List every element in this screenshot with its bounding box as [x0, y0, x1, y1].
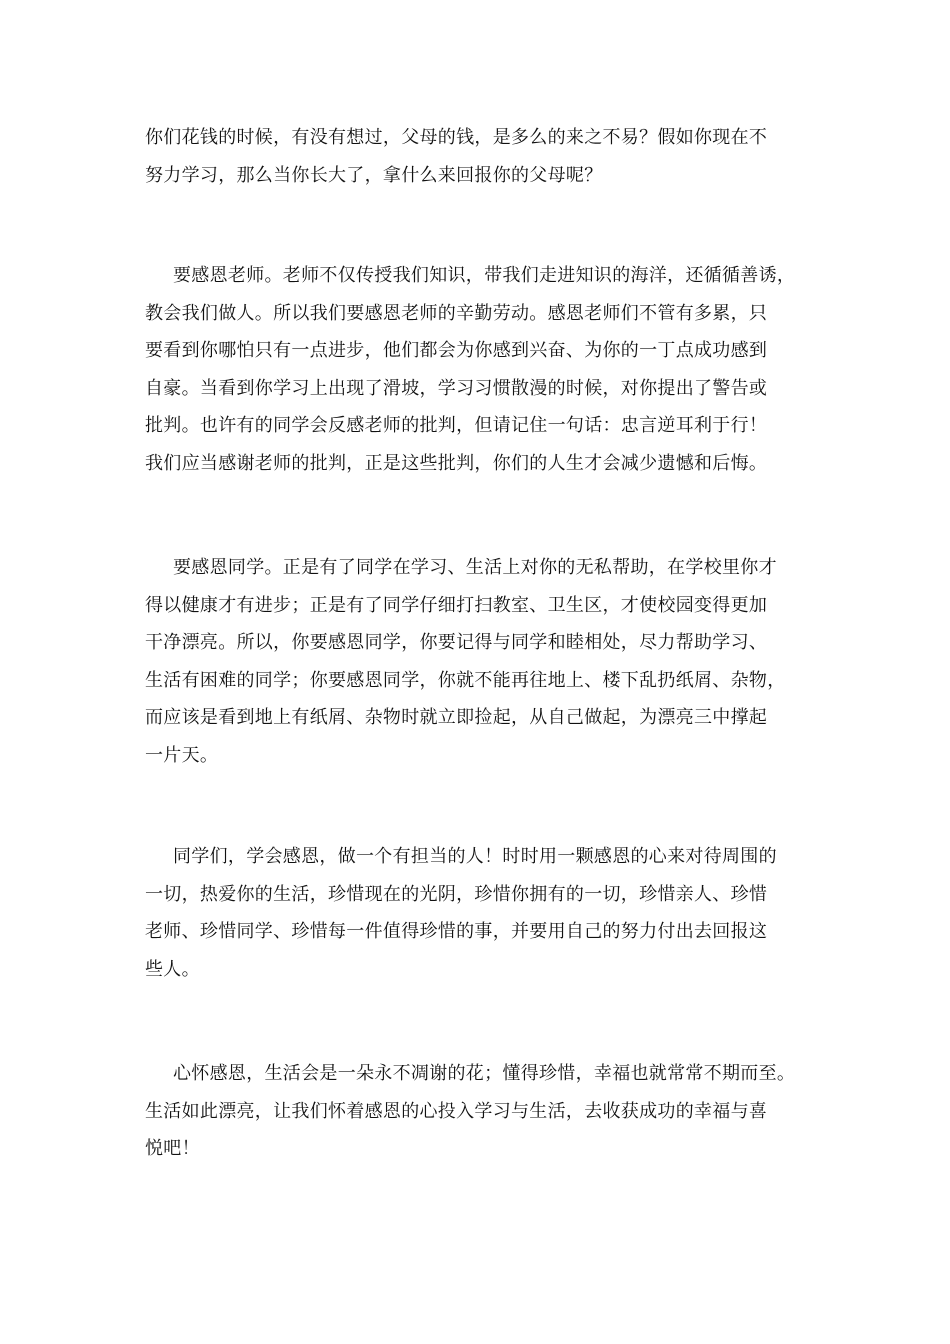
paragraph-parents: [145, 119, 767, 194]
text-line: 自豪。当看到你学习上出现了滑坡，学习习惯散漫的时候，对你提出了警告或: [145, 377, 768, 399]
text-line: 生活有困难的同学；你要感恩同学，你就不能再往地上、楼下乱扔纸屑、杂物，: [145, 669, 786, 691]
text-line: 老师、珍惜同学、珍惜每一件值得珍惜的事，并要用自己的努力付出去回报这: [145, 921, 768, 942]
text-line: 些人。: [145, 958, 200, 980]
text-line: 而应该是看到地上有纸屑、杂物时就立即捡起，从自己做起，为漂亮三中撑起: [145, 707, 768, 728]
text-line: 你们花钱的时候，有没有想过，父母的钱，是多么的来之不易？假如你现在不: [145, 127, 768, 148]
text-line: 一切，热爱你的生活，珍惜现在的光阴，珍惜你拥有的一切，珍惜亲人、珍惜: [145, 883, 768, 905]
text-line: 要感恩老师。老师不仅传授我们知识，带我们走进知识的海洋，还循循善诱，: [173, 265, 796, 286]
text-line: 要感恩同学。正是有了同学在学习、生活上对你的无私帮助，在学校里你才: [173, 557, 777, 578]
text-line: 心怀感恩，生活会是一朵永不凋谢的花；懂得珍惜，幸福也就常常不期而至。: [173, 1063, 796, 1084]
paragraph-thank-classmates: [145, 549, 786, 774]
text-line: 要看到你哪怕只有一点进步，他们都会为你感到兴奋、为你的一丁点成功感到: [145, 340, 768, 361]
text-line: 一片天。: [145, 744, 219, 766]
text-line: 努力学习，那么当你长大了，拿什么来回报你的父母呢？: [145, 164, 603, 186]
text-line: 得以健康才有进步；正是有了同学仔细打扫教室、卫生区，才使校园变得更加: [145, 594, 768, 616]
text-line: 我们应当感谢老师的批判，正是这些批判，你们的人生才会减少遗憾和后悔。: [145, 452, 768, 474]
paragraph-learn-gratitude: [145, 838, 777, 988]
text-line: 悦吧！: [145, 1138, 200, 1159]
text-line: 同学们，学会感恩，做一个有担当的人！时时用一颗感恩的心来对待周围的: [173, 846, 777, 867]
text-line: 教会我们做人。所以我们要感恩老师的辛勤劳动。感恩老师们不管有多累，只: [145, 302, 768, 324]
text-line: 生活如此漂亮，让我们怀着感恩的心投入学习与生活，去收获成功的幸福与喜: [145, 1100, 768, 1122]
paragraph-thank-teachers: [145, 257, 795, 482]
paragraph-conclusion: [145, 1055, 795, 1168]
text-line: 干净漂亮。所以，你要感恩同学，你要记得与同学和睦相处，尽力帮助学习、: [145, 632, 768, 653]
text-line: 批判。也许有的同学会反感老师的批判，但请记住一句话：忠言逆耳利于行！: [145, 415, 768, 436]
